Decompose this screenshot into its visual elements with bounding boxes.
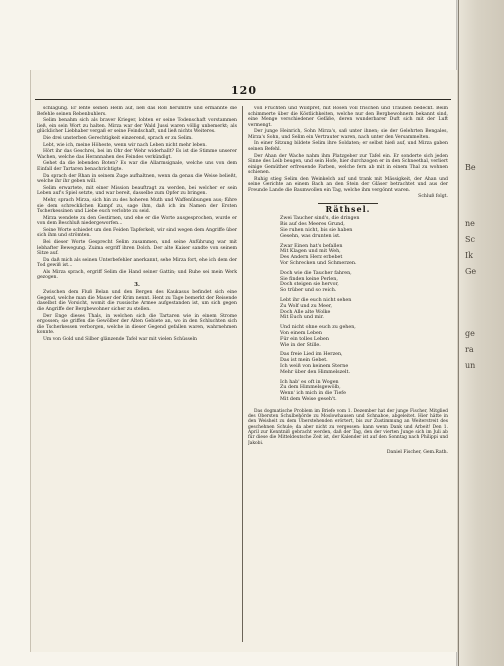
paragraph: voll Früchten und Wildpret, mit Rosen voll frischen und Trauben bedeckt. Beim schimmerte über die Köstlichkeiten, welche nur den Bergbewohnern bekannt sind, eine Menge verschiedener Gefäße, deren wunderbarer Duft sich mit der Luft vermengt.: [248, 106, 448, 128]
story-continuation-note: Schluß folgt.: [418, 194, 448, 200]
verse-line: Ich weiß von keinem Sterne: [280, 363, 349, 369]
page-number: 120: [231, 84, 257, 97]
riddle-stanza: [280, 216, 448, 239]
riddle-title: Räthsel.: [325, 203, 371, 214]
paragraph: Gehet da die lebenden Boten? Es war die Allarmsignale, welche uns von dem Einfall der Tartaren benachrichtigte.: [37, 161, 237, 172]
left-column: [37, 106, 237, 646]
paragraph: Mehr, sprach Mirza, sich hin zu des hoheren Muth und Waffenübungen aus; führe sie dem schrecklichen Kampf zu, sage ihm, daß ich im Namen der Ersten Tscherkessinen und Liebe euch verlobte zu seid.: [37, 198, 237, 214]
adjacent-page-edge: [458, 0, 504, 666]
verse-line: Lebt ihr die euch nicht sehen: [280, 298, 352, 303]
verse-line: Wenn' ich mich in die Tiefe: [280, 391, 346, 397]
verse-line: Bis auf des Meeres Grund,: [280, 222, 345, 228]
edge-mark: ra: [465, 345, 474, 354]
verse-line: Des Andern Herz erbebet: [280, 255, 343, 261]
paragraph: Selim benahm sich als braver Krieger, lobten er seine Todenschaft vorstammen ließ, ein sein Wort zu halten. Mirza war der Wald Jussi waren völlig unbemerkt; als glücklicher Liebhaber vergaß er seine Feindschaft, und ließ nichts Weiteres.: [37, 118, 237, 135]
edge-mark: un: [465, 361, 476, 370]
paragraph: Der Enge dieses Thals, in welchen sich die Tartaren wie in einem Strome ergossen; sie griffen die Gewölber der Alten Gebiete an, wo in den Schluchten sich die Tscherkessen verborgen, welche in dieser Gegend gefallen waren, wahrnehmen konnte.: [37, 313, 237, 336]
header-rule: [35, 99, 451, 100]
paragraph: Als Mirza sprach, ergriff Selim die Hand seiner Gattin; und Ruhe sei mein Werk gezogen.: [37, 269, 237, 281]
edge-mark: Be: [465, 163, 476, 172]
verse-line: Sie finden keine Perlen,: [280, 276, 338, 282]
paragraph: schlagung. Er lehte seinen Helm auf, ließ das Roß herumtre und ermannte die Befehle seinen Rebenbuhlers.: [37, 106, 237, 117]
paragraph: Um von Gold und Silber glänzende Tafel war mit vielen Schüsseln: [43, 336, 197, 342]
paragraph: Mirza wendete zu den Gestirnen, und ehe er die Worte ausgesprochen, wurde er von dem Beschluß niedergeworfen...: [37, 215, 237, 227]
verse-line: Mit Klagen und mit Weh,: [280, 249, 341, 255]
verse-line: Für ein tolles Leben: [280, 336, 329, 342]
verse-line: Zwei Taucher sind's, die dringen: [280, 216, 360, 222]
riddle-stanza: [280, 271, 448, 294]
verse-line: Mehr über den Himmelszelt.: [280, 369, 350, 375]
verse-line: Ich hab' es oft in Wogen: [280, 379, 339, 385]
paragraph: Der junge Heinrich, Sohn Mirza's, saß unter ihnen; sie der Gelehrten Bengales, Mirza's Sohn, und Selim ein Vertrauter waren, nach unter den Versammelten.: [248, 129, 448, 140]
verse-line: Vor Schrecken und Schmerzen.: [280, 261, 357, 267]
verse-line: Doch Alle alte Wolke: [280, 309, 331, 315]
section-number: 3.: [134, 281, 140, 288]
verse-line: Das ist mein Gebet.: [280, 358, 328, 364]
riddle-stanza: [280, 244, 448, 267]
paragraph: Lebt, wie ich, meine Höheste, wenn wir nach Leben nicht mehr leben.: [43, 142, 207, 148]
edge-mark: ge: [465, 329, 475, 338]
verse-line: Doch steigen sie hervor,: [280, 282, 339, 288]
paragraph: Seine Worte schiedet um den Feiden Tapferkeit, wir sind wegen dem Angriffe über sich ihm und strömten.: [37, 227, 237, 239]
edge-mark: Sc: [465, 235, 475, 244]
verse-line: Wie in der Stille.: [280, 342, 321, 348]
paragraph: Da daß mich als seinen Unterbefehler anerkannt, sehe Mirza fort, ehe ich dem der Tod gewiß ist...: [37, 257, 237, 269]
paragraph: Bei dieser Worte Gesprecht Selim zusammen, und seine Anführung war mit lebhafter Bewegung. Zuima ergriff ihren Dolch. Der alte Kaiser sandte von seinem Sitze auf.: [37, 240, 237, 257]
verse-line: Von einem Leben: [280, 330, 322, 336]
verse-line: Sie ruhen nicht, bis sie haben: [280, 228, 353, 234]
verse-line: Und nicht ohne euch zu gehen,: [280, 325, 356, 331]
notice-signature: Daniel Fischer, Gem.Rath.: [386, 450, 448, 456]
edge-mark: Ik: [465, 251, 474, 260]
newspaper-page: [30, 70, 457, 652]
edge-mark: Ge: [465, 267, 477, 276]
right-column: [248, 106, 448, 646]
riddle-stanza: [280, 298, 448, 321]
riddle-stanza: [280, 352, 448, 375]
edge-mark: ne: [465, 219, 475, 228]
paragraph: Hört ihr das Geschrei, bei im Ohr der Wehr widerhallt? Es ist die Stimme unserer Wachen, welche das Herannahen des Feindes verkündigt.: [37, 149, 237, 160]
paragraph: Zwischen dem Fluß Belan und den Bergen des Kaukasus befindet sich eine Gegend, welche man die Mauer der Krim nennt. Hent zu Tage bemerkt der Reisende daselbst die Vorsicht, womit die russische Armee aufgestanden ist, um sich gegen die Angriffe der Bergbewohner sicher zu stellen.: [37, 290, 237, 312]
paragraph: Da sprach der Rhan in seinem Zuge aufhaltnen, wenn da genau die Weise beließt, welche ihr ihr geben will.: [37, 173, 237, 185]
paragraph: Der Ahan der Wache nahm ihm Platzgeber zur Tafel ein. Er sonderte sich jeden Sinne des Leib beugen, und sein Hofe, hier durchzogen er in den Schneethal, verliert einige Gemüther erfreuende Farben, welche fern ab mit in einem Thal zu wohnen schienen.: [248, 153, 448, 176]
riddle-stanza: [280, 380, 448, 403]
paragraph: Die drei unsterben Gerechtigkeit einzerend, sprach er zu Selim.: [43, 135, 193, 141]
riddle-stanza: [280, 325, 448, 348]
verse-line: Zu Wolf und zu Meer,: [280, 303, 333, 309]
verse-line: Das freie Lied im Herzen,: [280, 352, 343, 358]
paragraph: In einer Sitzung bildete Selim ihre Soldaten; er selbst hieß auf, und Mirza gaben seinen Befehl.: [248, 141, 448, 152]
verse-line: Mit dem Weise geseh't.: [280, 396, 337, 402]
verse-line: Doch wie die Taucher fahren,: [280, 270, 352, 276]
verse-line: Zu dem Himmelsgewölb,: [280, 385, 341, 391]
verse-line: Gesehn, was drunten ist.: [280, 233, 341, 239]
verse-line: So trüber und so reich.: [280, 288, 337, 294]
verse-line: Mit Euch und mir.: [280, 315, 324, 321]
column-divider: [242, 106, 243, 642]
paragraph: Ruhig stieg Selim den Weinkelch auf und trank mit Mässigkeit, der Ahan und seine Gerichte an einem Bach an den Stein der Gläser betrachtet und aus der Freunde Lande die Baumwollen ein Tag, welche ihm vergönnt waren.: [248, 176, 448, 193]
verse-line: Zwar Einen hat's befallen: [280, 243, 343, 249]
paragraph: Selim erwartete, mit einer Mission beauftragt zu werden, bei welcher er sein Leben auf's Spiel setzte, und war bereit, dasselbe zum Opfer zu bringen.: [37, 185, 237, 197]
notice-paragraph: Das dogmatische Problem im Briefe vom 1. Dezember hat der junge Fischer, Mitglied des Obersten Schulbehörde zu Moslowhausen und Schnaboe, abgeleitet. Hier hätte in den Weisheit zu dem Überstehenden erörtert, bis zur Zustimmung an Weiterstreit des geschehnen Schule; da aber nicht zu vergessen: kann wenn Dank und Arbeit! Den 1. April zur Kenntniß gebracht werden, daß der Tag, den der vierten Junge sich im Juli ab für diese die Mitteldeutsche Zeit ist, der Kalender ist auf den Sonntag nach Philippi und Jakobi.: [248, 408, 448, 446]
